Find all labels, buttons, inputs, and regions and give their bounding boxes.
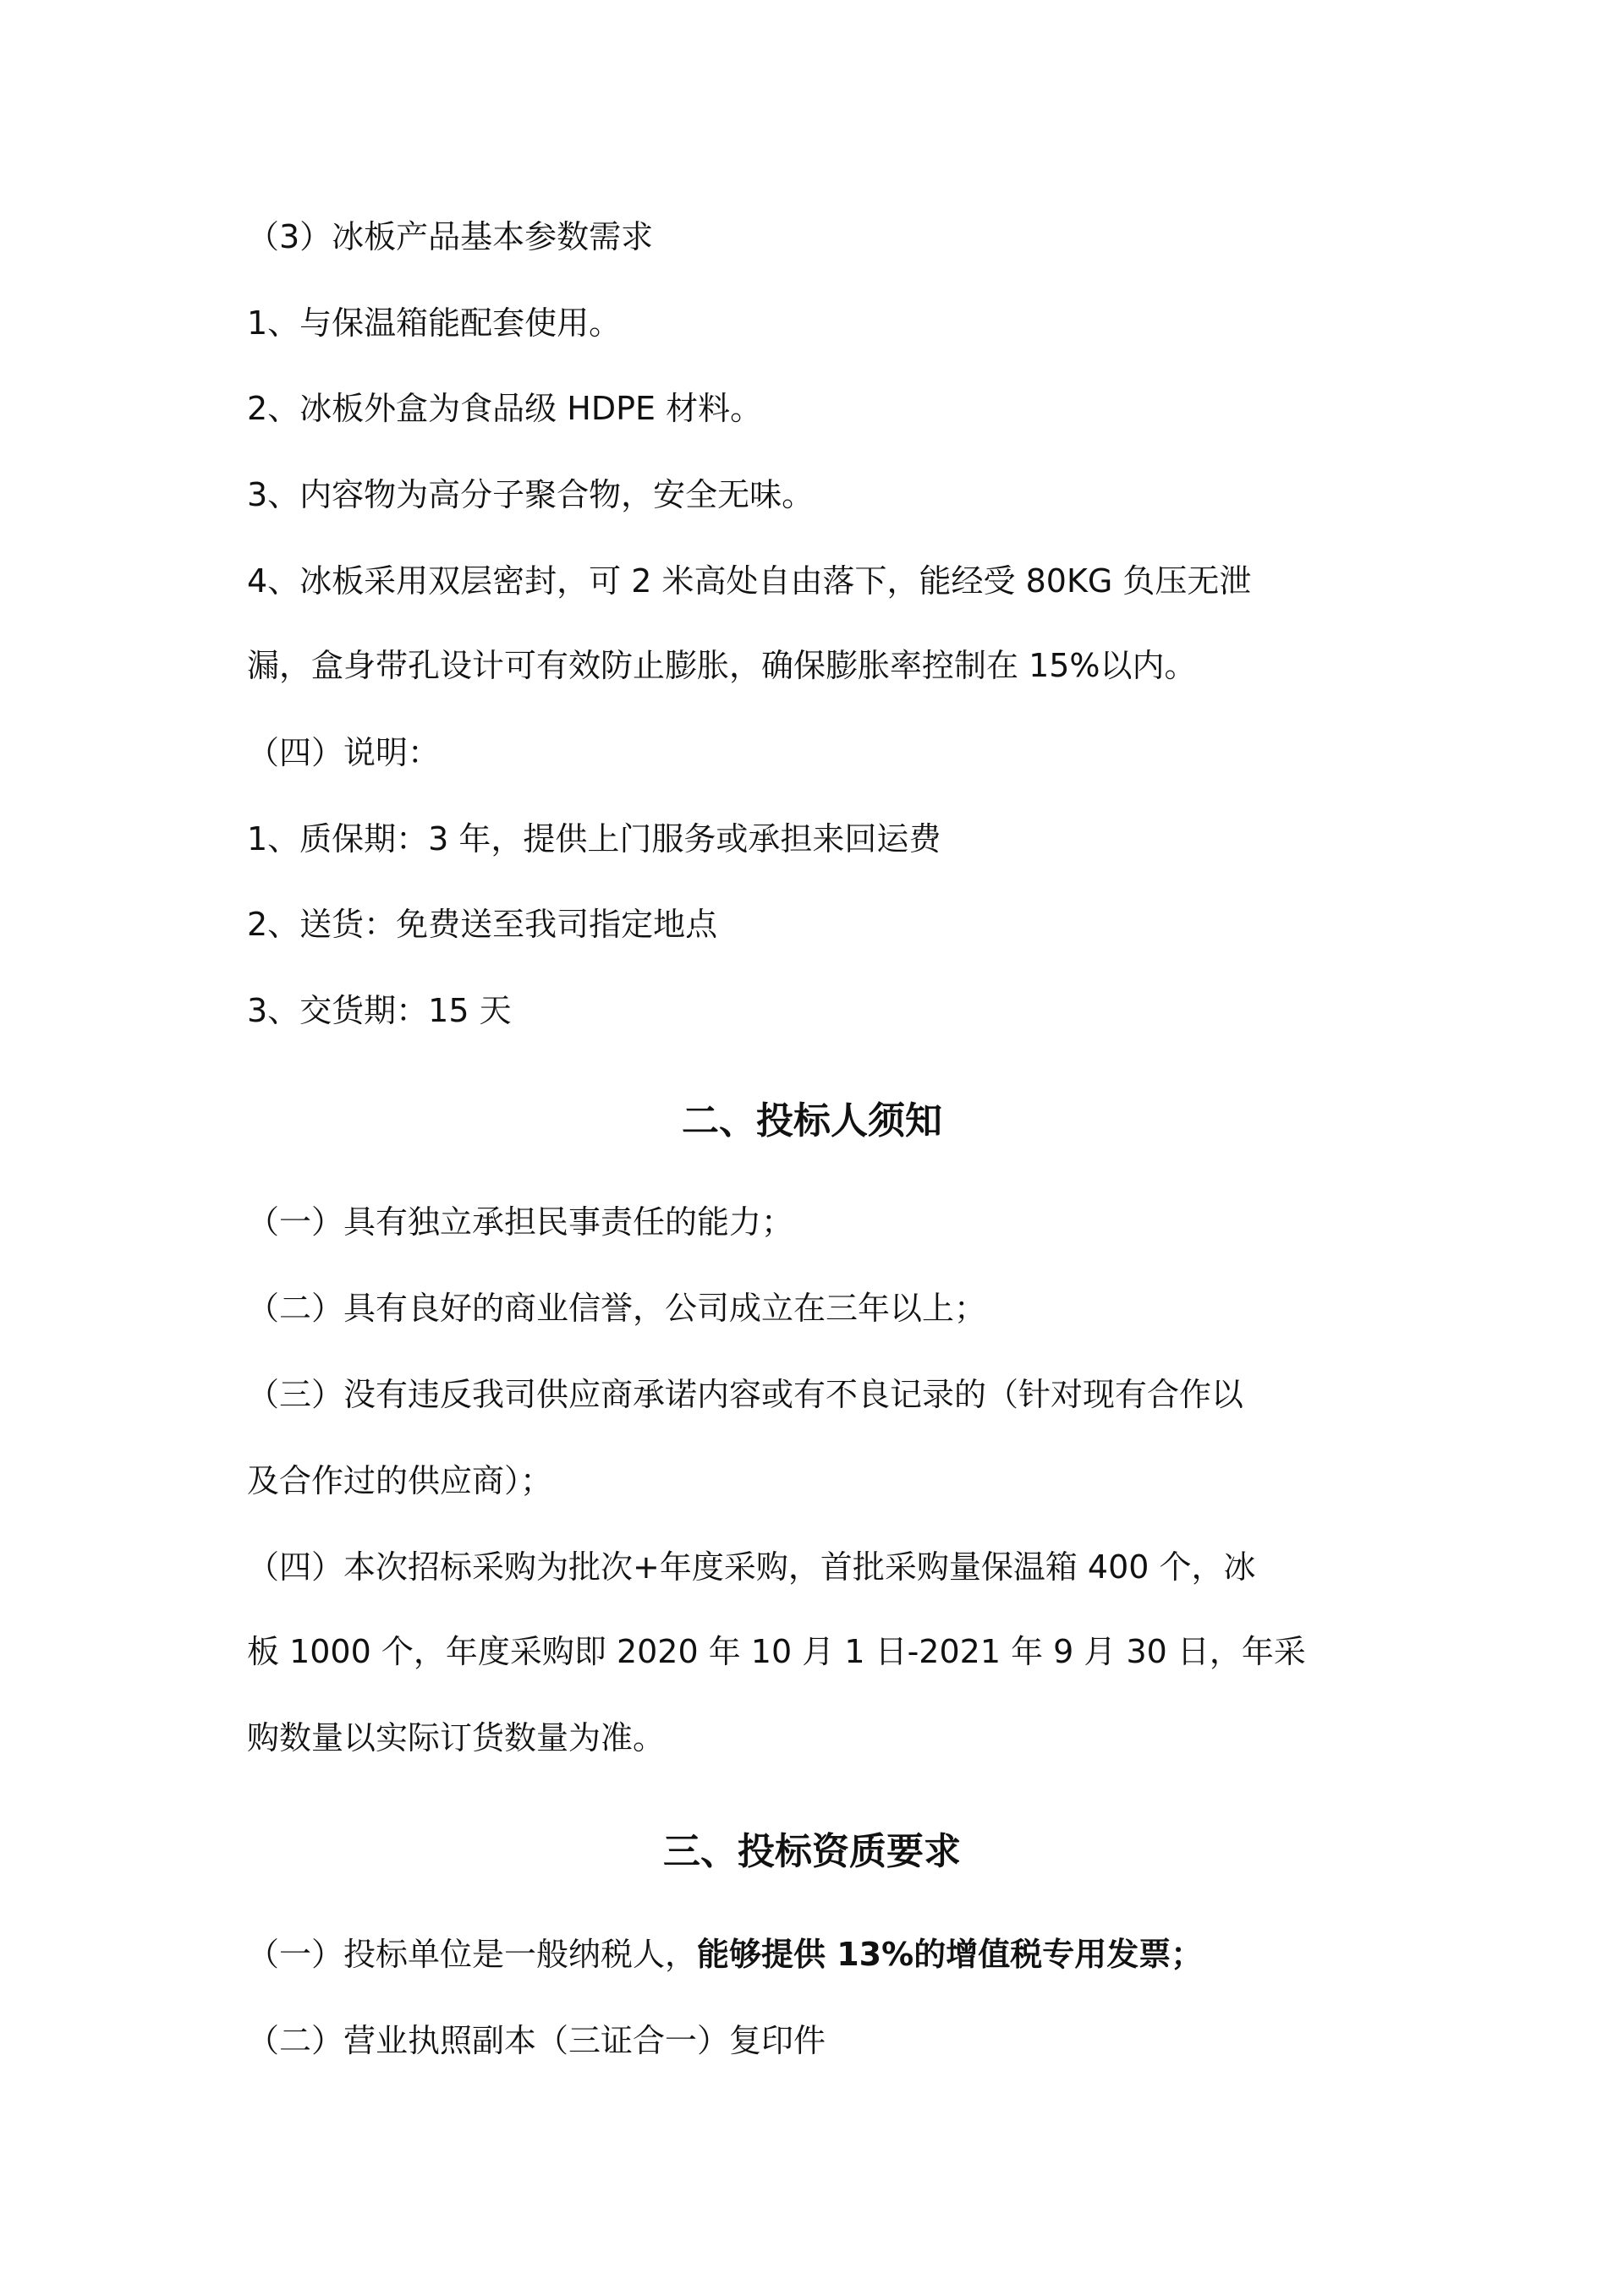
qualification-item-2: （二）营业执照副本（三证合一）复印件	[247, 2022, 826, 2059]
notes-title: （四）说明：	[247, 734, 441, 771]
bidder-item-1: （一）具有独立承担民事责任的能力；	[247, 1203, 794, 1241]
bidder-notice-heading: 二、投标人须知	[682, 1099, 942, 1143]
ice-board-params-title: （3）冰板产品基本参数需求	[247, 218, 654, 255]
notes-item-lead-time: 3、交货期：15 天	[247, 992, 512, 1029]
bidder-item-4-cont-1: 板 1000 个，年度采购即 2020 年 10 月 1 日-2021 年 9 月 30 日，年采	[247, 1633, 1306, 1670]
ice-board-item-3: 3、内容物为高分子聚合物，安全无味。	[247, 476, 815, 513]
qualification-heading: 三、投标资质要求	[663, 1830, 961, 1873]
qualification-item-1	[247, 1933, 1380, 1975]
bidder-item-2: （二）具有良好的商业信誉，公司成立在三年以上；	[247, 1290, 987, 1327]
ice-board-item-1: 1、与保温箱能配套使用。	[247, 304, 622, 342]
ice-board-item-4: 4、冰板采用双层密封，可 2 米高处自由落下，能经受 80KG 负压无泄	[247, 562, 1252, 600]
qualification-item-1-text: （一）投标单位是一般纳税人，	[247, 1936, 698, 1973]
ice-board-item-2: 2、冰板外盒为食品级 HDPE 材料。	[247, 390, 763, 427]
notes-item-warranty: 1、质保期：3 年，提供上门服务或承担来回运费	[247, 820, 941, 858]
bidder-item-4-cont-2: 购数量以实际订货数量为准。	[247, 1719, 666, 1756]
bidder-item-3-cont: 及合作过的供应商）；	[247, 1462, 553, 1499]
notes-item-delivery: 2、送货：免费送至我司指定地点	[247, 906, 718, 943]
bidder-item-3: （三）没有违反我司供应商承诺内容或有不良记录的（针对现有合作以	[247, 1376, 1244, 1413]
ice-board-item-4-cont: 漏，盒身带孔设计可有效防止膨胀，确保膨胀率控制在 15%以内。	[247, 647, 1197, 684]
bidder-item-4: （四）本次招标采购为批次+年度采购，首批采购量保温箱 400 个，冰	[247, 1548, 1256, 1586]
qualification-item-1-bold-text: 能够提供 13%的增值税专用发票；	[697, 1936, 1204, 1973]
